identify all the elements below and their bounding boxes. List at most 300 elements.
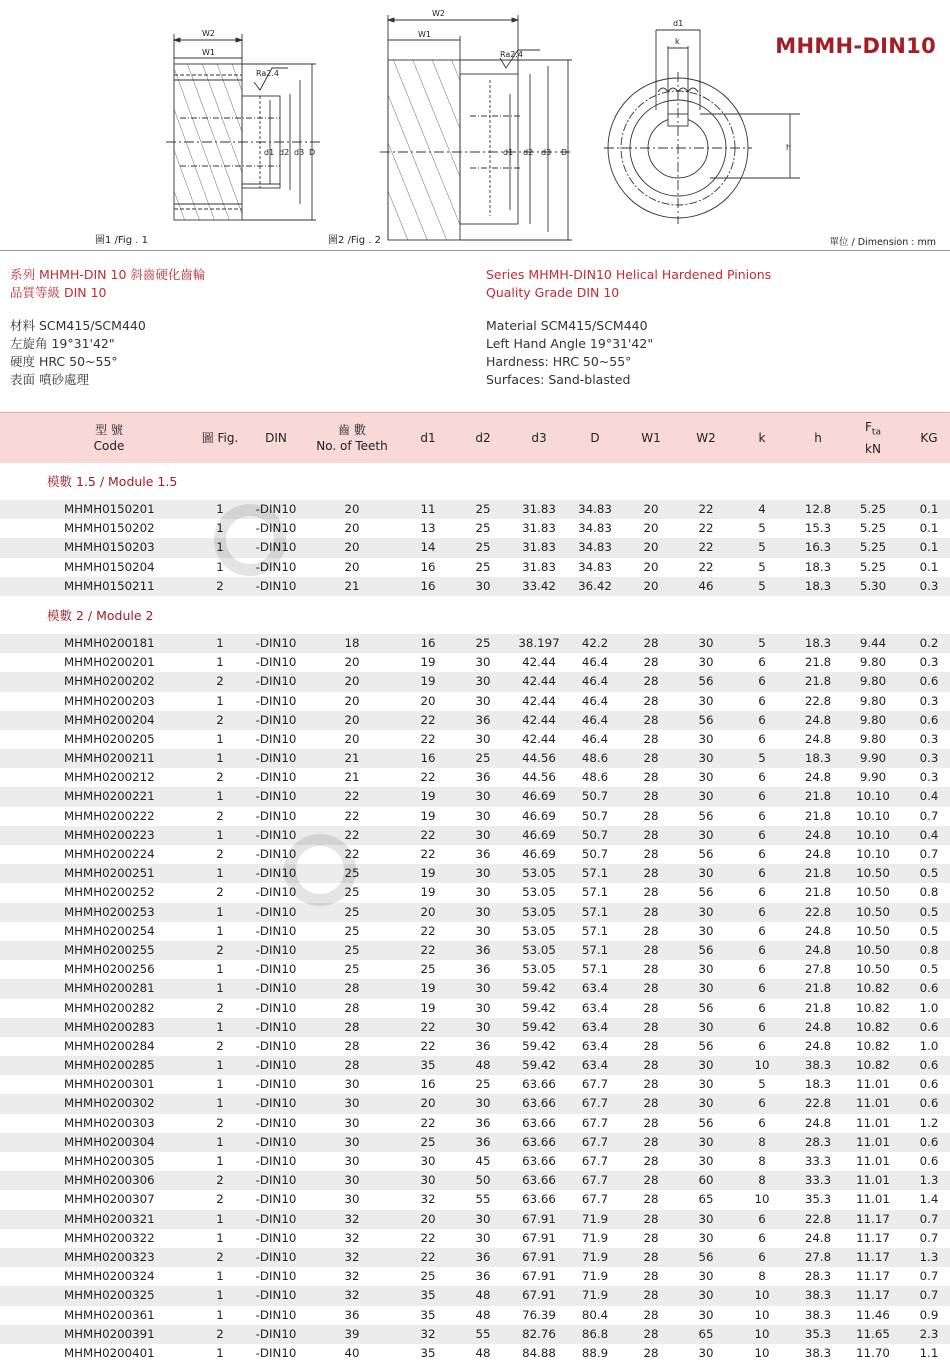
cell-d2: 25 [475,635,491,650]
cell-fta: 11.01 [856,1115,890,1130]
cell-d2: 48 [475,1058,491,1073]
cell-fig: 1 [216,962,224,977]
cell-code: MHMH0200304 [64,1134,155,1149]
cell-fig: 1 [216,1345,224,1360]
cell-kg: 0.7 [919,1288,939,1303]
cell-D: 46.4 [581,693,609,708]
unit-label: 單位 / Dimension : mm [829,237,936,248]
cell-w1: 28 [643,1192,659,1207]
cell-teeth: 25 [344,962,360,977]
fig1-d1-label: d1 [264,148,275,157]
spec-en-material: Material SCM415/SCM440 [486,318,648,333]
cell-d3: 63.66 [522,1192,556,1207]
cell-code: MHMH0200254 [64,923,155,938]
header-teeth [316,413,387,463]
cell-fig: 2 [216,674,224,689]
cell-d3: 46.69 [522,847,556,861]
cell-w2: 30 [698,1134,714,1149]
table-row [0,711,950,730]
cell-teeth: 30 [344,1077,360,1092]
cell-fta: 10.50 [856,923,890,938]
cell-d3: 42.44 [522,731,556,746]
cell-d2: 30 [475,1096,491,1111]
cell-din: -DIN10 [255,751,297,766]
cell-k: 6 [758,1038,766,1053]
table-row [0,883,950,902]
cell-code: MHMH0200302 [64,1096,155,1111]
cell-fig: 2 [216,1249,224,1264]
cell-fta: 9.90 [859,751,887,766]
cell-d1: 13 [420,521,436,536]
cell-din: -DIN10 [255,559,297,574]
cell-w1: 28 [643,1269,659,1284]
cell-din: -DIN10 [255,1269,297,1284]
cell-fta: 10.82 [856,1000,890,1015]
cell-d3: 67.91 [522,1230,556,1245]
cell-h: 38.3 [804,1345,832,1360]
cell-code: MHMH0200305 [64,1154,155,1168]
cell-D: 36.42 [578,578,612,593]
cell-d3: 31.83 [522,502,556,516]
spec-en-angle: Left Hand Angle 19°31'42" [486,336,654,351]
cell-teeth: 20 [344,521,360,536]
cell-h: 18.3 [804,635,832,650]
cell-din: -DIN10 [255,1288,297,1303]
cell-d3: 67.91 [522,1269,556,1284]
cell-w2: 56 [698,808,714,823]
cell-d2: 30 [475,1230,491,1245]
cell-d2: 25 [475,502,491,516]
header-kg [920,413,937,463]
cell-kg: 0.1 [919,502,939,516]
cell-w1: 28 [643,1326,659,1341]
cell-code: MHMH0150201 [64,502,155,516]
table-row [0,1286,950,1305]
cell-fig: 1 [216,1211,224,1226]
cell-d2: 30 [475,866,491,881]
header-d3-label: d3 [531,431,547,445]
cell-fig: 1 [216,1134,224,1149]
cell-d3: 63.66 [522,1077,556,1092]
header-h [814,413,822,463]
header-din [265,413,287,463]
cell-d2: 30 [475,1000,491,1015]
header-d1-label: d1 [420,431,436,445]
cell-d1: 35 [420,1058,436,1073]
header-D [590,413,599,463]
cell-d1: 19 [420,885,436,900]
spec-zh-grade: 品質等級 DIN 10 [10,285,107,300]
cell-fig: 1 [216,1230,224,1245]
cell-k: 6 [758,693,766,708]
cell-h: 21.8 [804,789,832,804]
cell-h: 12.8 [804,502,832,516]
spec-chinese [10,266,205,389]
cell-din: -DIN10 [255,1326,297,1341]
cell-k: 8 [758,1134,766,1149]
cell-h: 24.8 [804,1230,832,1245]
cell-w1: 28 [643,1058,659,1073]
cell-teeth: 18 [344,635,360,650]
cell-k: 4 [758,502,766,516]
cell-k: 6 [758,770,766,785]
cell-w2: 30 [698,904,714,919]
cell-w1: 28 [643,674,659,689]
cell-fig: 1 [216,789,224,804]
cell-code: MHMH0200325 [64,1288,155,1303]
cell-w2: 60 [698,1173,714,1188]
cell-d2: 48 [475,1307,491,1322]
cell-teeth: 40 [344,1345,360,1360]
cell-w1: 28 [643,942,659,957]
spec-en-surface: Surfaces: Sand-blasted [486,372,631,387]
cell-d2: 30 [475,578,491,593]
cell-d1: 19 [420,789,436,804]
cell-k: 6 [758,885,766,900]
cell-teeth: 25 [344,866,360,881]
cell-kg: 0.5 [919,866,939,881]
cell-fta: 11.17 [856,1288,890,1303]
cell-D: 46.4 [581,655,609,670]
cell-d3: 44.56 [522,751,556,766]
cell-fta: 11.01 [856,1154,890,1168]
cell-din: -DIN10 [255,712,297,727]
cell-teeth: 28 [344,1000,360,1015]
cell-w1: 28 [643,827,659,842]
cell-h: 33.3 [804,1173,832,1188]
header-k [759,413,766,463]
cell-d1: 22 [420,1249,436,1264]
cell-k: 6 [758,1249,766,1264]
cell-h: 24.8 [804,923,832,938]
header-fig-label: 圖 Fig. [201,431,239,445]
cell-din: -DIN10 [255,770,297,785]
cell-w2: 30 [698,1019,714,1034]
cell-teeth: 20 [344,540,360,555]
cell-din: -DIN10 [255,981,297,996]
cell-d2: 25 [475,559,491,574]
cell-d1: 25 [420,1134,436,1149]
cell-h: 24.8 [804,847,832,861]
cell-w1: 28 [643,770,659,785]
cell-teeth: 22 [344,827,360,842]
cell-d3: 31.83 [522,540,556,555]
spec-en-grade: Quality Grade DIN 10 [486,285,620,300]
cell-D: 63.4 [581,981,609,996]
cell-k: 10 [754,1288,770,1303]
cell-d2: 25 [475,540,491,555]
cell-w1: 28 [643,1038,659,1053]
fig3-k-label: k [675,37,680,46]
cell-code: MHMH0200205 [64,731,155,746]
cell-d2: 48 [475,1345,491,1360]
cell-din: -DIN10 [255,1115,297,1130]
cell-d2: 36 [475,1134,491,1149]
cell-D: 67.7 [581,1115,609,1130]
cell-d1: 22 [420,923,436,938]
cell-code: MHMH0200391 [64,1326,155,1341]
table-row [0,692,950,711]
cell-w1: 28 [643,635,659,650]
cell-d2: 48 [475,1288,491,1303]
header-d3 [531,413,546,463]
cell-din: -DIN10 [255,904,297,919]
cell-D: 46.4 [581,731,609,746]
cell-teeth: 21 [344,578,360,593]
fig1-drawing [166,34,320,220]
cell-d3: 44.56 [522,770,556,785]
table-row [0,1037,950,1056]
cell-h: 22.8 [804,693,832,708]
cell-fta: 5.25 [859,521,887,536]
table-row [0,1229,950,1248]
cell-fig: 2 [216,808,224,823]
cell-d2: 30 [475,904,491,919]
cell-D: 48.6 [581,770,609,785]
cell-D: 57.1 [581,866,609,881]
cell-code: MHMH0200212 [64,770,155,785]
cell-h: 18.3 [804,578,832,593]
cell-din: -DIN10 [255,1192,297,1207]
cell-w1: 28 [643,789,659,804]
table-row [0,1114,950,1133]
cell-D: 63.4 [581,1019,609,1034]
header-din-label: DIN [265,431,287,445]
spec-zh-material: 材料 SCM415/SCM440 [10,318,146,333]
cell-fta: 10.50 [856,866,890,881]
cell-d1: 22 [420,770,436,785]
header-kg-label: KG [920,431,938,445]
cell-din: -DIN10 [255,866,297,881]
cell-code: MHMH0200284 [64,1038,155,1053]
cell-fta: 11.01 [856,1192,890,1207]
cell-k: 8 [758,1269,766,1284]
cell-din: -DIN10 [255,808,297,823]
cell-fta: 5.25 [859,502,887,516]
cell-d1: 22 [420,1230,436,1245]
cell-fta: 10.10 [856,808,890,823]
cell-h: 21.8 [804,1000,832,1015]
cell-teeth: 21 [344,751,360,766]
cell-w2: 30 [698,1269,714,1284]
cell-d1: 30 [420,1173,436,1188]
cell-d2: 30 [475,885,491,900]
table-row [0,1325,950,1344]
cell-fta: 11.17 [856,1249,890,1264]
table-row [0,538,950,557]
cell-d2: 30 [475,674,491,689]
cell-h: 18.3 [804,751,832,766]
fig2-ra-label: Ra2.4 [500,50,524,59]
cell-h: 24.8 [804,1019,832,1034]
cell-fig: 1 [216,866,224,881]
table-row [0,1133,950,1152]
cell-d1: 20 [420,1096,436,1111]
cell-w2: 30 [698,923,714,938]
cell-din: -DIN10 [255,827,297,842]
cell-fig: 2 [216,1192,224,1207]
cell-w2: 30 [698,693,714,708]
cell-w2: 30 [698,1345,714,1360]
header-w2-label: W2 [696,431,716,445]
cell-teeth: 28 [344,1058,360,1073]
cell-h: 21.8 [804,885,832,900]
cell-D: 46.4 [581,674,609,689]
cell-d3: 67.91 [522,1211,556,1226]
fig1-D-label: D [309,148,316,157]
cell-h: 28.3 [804,1134,832,1149]
module-group-heading [0,596,950,634]
cell-d1: 35 [420,1345,436,1360]
cell-d3: 33.42 [522,578,556,593]
cell-D: 57.1 [581,904,609,919]
cell-code: MHMH0200283 [64,1019,155,1034]
cell-fig: 1 [216,751,224,766]
header-h-label: h [814,431,822,445]
cell-fta: 11.17 [856,1269,890,1284]
cell-k: 6 [758,789,766,804]
cell-d2: 55 [475,1192,491,1207]
cell-fig: 2 [216,885,224,900]
cell-d3: 63.66 [522,1173,556,1188]
cell-fta: 11.17 [856,1230,890,1245]
cell-D: 67.7 [581,1077,609,1092]
cell-kg: 0.4 [919,789,939,804]
cell-d1: 32 [420,1326,436,1341]
table-row [0,1171,950,1190]
cell-h: 38.3 [804,1058,832,1073]
cell-D: 71.9 [581,1269,609,1284]
fig2-drawing [380,15,572,240]
fig2-caption: 圖2 /Fig . 2 [328,235,381,246]
cell-kg: 0.6 [919,1019,939,1034]
cell-fig: 1 [216,1077,224,1092]
cell-k: 6 [758,1211,766,1226]
cell-w1: 20 [643,521,659,536]
cell-din: -DIN10 [255,1230,297,1245]
cell-d2: 25 [475,521,491,536]
cell-w1: 28 [643,712,659,727]
cell-fig: 1 [216,1019,224,1034]
header-fta [865,413,881,463]
cell-d2: 30 [475,923,491,938]
cell-fig: 1 [216,559,224,574]
cell-D: 57.1 [581,942,609,957]
cell-d1: 11 [420,502,436,516]
cell-D: 50.7 [581,827,609,842]
cell-d3: 84.88 [522,1345,556,1360]
spec-zh-series: 系列 MHMH-DIN 10 斜齒硬化齒輪 [10,267,206,282]
cell-kg: 0.6 [919,1134,939,1149]
cell-d3: 31.83 [522,521,556,536]
cell-d2: 50 [475,1173,491,1188]
cell-kg: 0.1 [919,559,939,574]
cell-d3: 53.05 [522,885,556,900]
table-header [0,412,950,463]
cell-w2: 30 [698,866,714,881]
cell-d3: 67.91 [522,1288,556,1303]
cell-din: -DIN10 [255,1154,297,1168]
cell-d3: 46.69 [522,808,556,823]
cell-code: MHMH0200255 [64,942,155,957]
cell-teeth: 22 [344,808,360,823]
cell-fig: 1 [216,923,224,938]
cell-h: 21.8 [804,866,832,881]
cell-fta: 9.80 [859,712,887,727]
cell-fig: 1 [216,521,224,536]
header-k-label: k [758,431,766,445]
cell-h: 18.3 [804,559,832,574]
cell-d2: 36 [475,1269,491,1284]
cell-code: MHMH0200285 [64,1058,155,1073]
cell-fta: 11.65 [856,1326,890,1341]
cell-code: MHMH0200322 [64,1230,155,1245]
divider [0,250,950,251]
cell-d2: 36 [475,770,491,785]
table-row [0,1056,950,1075]
cell-d3: 31.83 [522,559,556,574]
cell-fig: 1 [216,731,224,746]
table-row [0,768,950,787]
cell-fta: 10.10 [856,827,890,842]
cell-D: 80.4 [581,1307,609,1322]
cell-d1: 25 [420,1269,436,1284]
cell-kg: 0.9 [919,1307,939,1322]
cell-teeth: 28 [344,981,360,996]
cell-d1: 19 [420,655,436,670]
cell-d3: 42.44 [522,693,556,708]
header-fta-sub: ta [871,427,881,438]
cell-w1: 28 [643,1096,659,1111]
cell-k: 5 [758,559,766,574]
cell-k: 6 [758,731,766,746]
header-fta-label [865,419,881,440]
cell-d2: 36 [475,942,491,957]
cell-din: -DIN10 [255,942,297,957]
cell-teeth: 20 [344,674,360,689]
cell-d1: 19 [420,1000,436,1015]
cell-kg: 0.7 [919,1211,939,1226]
cell-teeth: 30 [344,1115,360,1130]
cell-D: 34.83 [578,559,612,574]
header-teeth-en: No. of Teeth [316,439,388,453]
fig1-d3-label: d3 [294,148,305,157]
cell-h: 24.8 [804,1115,832,1130]
cell-kg: 0.3 [919,731,939,746]
table-row [0,979,950,998]
cell-w1: 28 [643,1345,659,1360]
cell-w1: 28 [643,655,659,670]
cell-kg: 0.2 [919,635,939,650]
cell-fta: 10.82 [856,1058,890,1073]
cell-fta: 11.46 [856,1307,890,1322]
cell-d3: 59.42 [522,981,556,996]
cell-h: 28.3 [804,1269,832,1284]
cell-code: MHMH0200204 [64,712,155,727]
cell-code: MHMH0200282 [64,1000,155,1015]
header-D-label: D [590,431,600,445]
cell-D: 86.8 [581,1326,609,1341]
cell-code: MHMH0200222 [64,808,155,823]
cell-teeth: 30 [344,1134,360,1149]
cell-d2: 25 [475,1077,491,1092]
table-row [0,1190,950,1209]
cell-D: 34.83 [578,540,612,555]
cell-teeth: 25 [344,923,360,938]
cell-din: -DIN10 [255,693,297,708]
cell-h: 22.8 [804,904,832,919]
cell-w1: 28 [643,1211,659,1226]
